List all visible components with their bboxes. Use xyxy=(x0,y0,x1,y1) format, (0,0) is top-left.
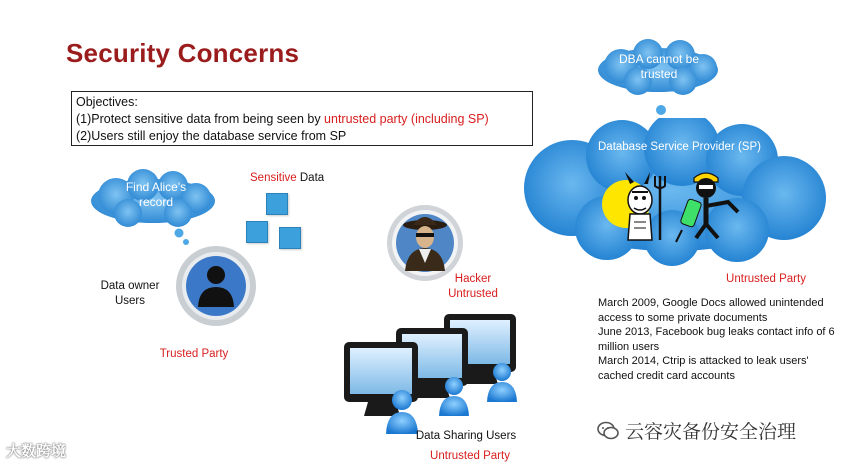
objectives-heading: Objectives: xyxy=(76,95,138,109)
alice-thought-cloud xyxy=(78,168,228,248)
incident-item: March 2009, Google Docs allowed unintended access to some private documents xyxy=(598,297,824,324)
data-owner-line2: Users xyxy=(114,295,146,307)
data-owner-avatar xyxy=(175,245,257,327)
trusted-party-label: Trusted Party xyxy=(159,348,229,360)
dba-cloud-text: DBA cannot be trusted xyxy=(618,52,700,81)
data-owner-line1: Data owner xyxy=(100,280,160,292)
page-title: Security Concerns xyxy=(66,38,300,68)
incident-item: March 2014, Ctrip is attacked to leak users' cached credit card accounts xyxy=(598,355,809,382)
devil-dba-icon xyxy=(600,166,682,244)
objective-2: (2)Users still enjoy the database service from SP xyxy=(76,129,347,143)
service-provider-cloud xyxy=(512,118,830,268)
sharing-untrusted-label: Untrusted Party xyxy=(430,450,510,462)
data-sharing-users-label: Data Sharing Users xyxy=(415,430,517,442)
objective-1-highlight: untrusted party (including SP) xyxy=(324,112,489,126)
data-block xyxy=(246,221,268,243)
sp-untrusted-label: Untrusted Party xyxy=(726,273,806,285)
hacker-avatar xyxy=(383,203,467,283)
objective-1-text: (1)Protect sensitive data from being seen by xyxy=(76,112,325,126)
data-block xyxy=(266,193,288,215)
sensitive-data-highlight: Sensitive xyxy=(250,172,297,184)
driller-icon xyxy=(672,164,754,244)
sensitive-data-rest: Data xyxy=(296,172,325,184)
sp-cloud-text: Database Service Provider (SP) xyxy=(598,141,761,153)
hacker-line1: Hacker xyxy=(454,273,492,285)
watermark-right-text: 云容灾备份安全治理 xyxy=(625,422,797,443)
incident-list xyxy=(598,296,838,383)
hacker-line2: Untrusted xyxy=(448,288,498,300)
wechat-icon xyxy=(597,421,619,441)
data-sharing-users-icon xyxy=(340,312,525,440)
alice-cloud-text: Find Alice's record xyxy=(125,180,187,209)
objectives-box xyxy=(71,91,533,146)
data-block xyxy=(279,227,301,249)
watermark-right xyxy=(597,417,796,444)
data-owner-label xyxy=(88,279,172,309)
objective-1 xyxy=(76,111,528,128)
sensitive-data-label xyxy=(250,171,340,186)
watermark-left: 大数跨境 xyxy=(6,443,67,460)
incident-item: June 2013, Facebook bug leaks contact info of 6 million users xyxy=(598,326,835,353)
hacker-label xyxy=(437,272,509,302)
